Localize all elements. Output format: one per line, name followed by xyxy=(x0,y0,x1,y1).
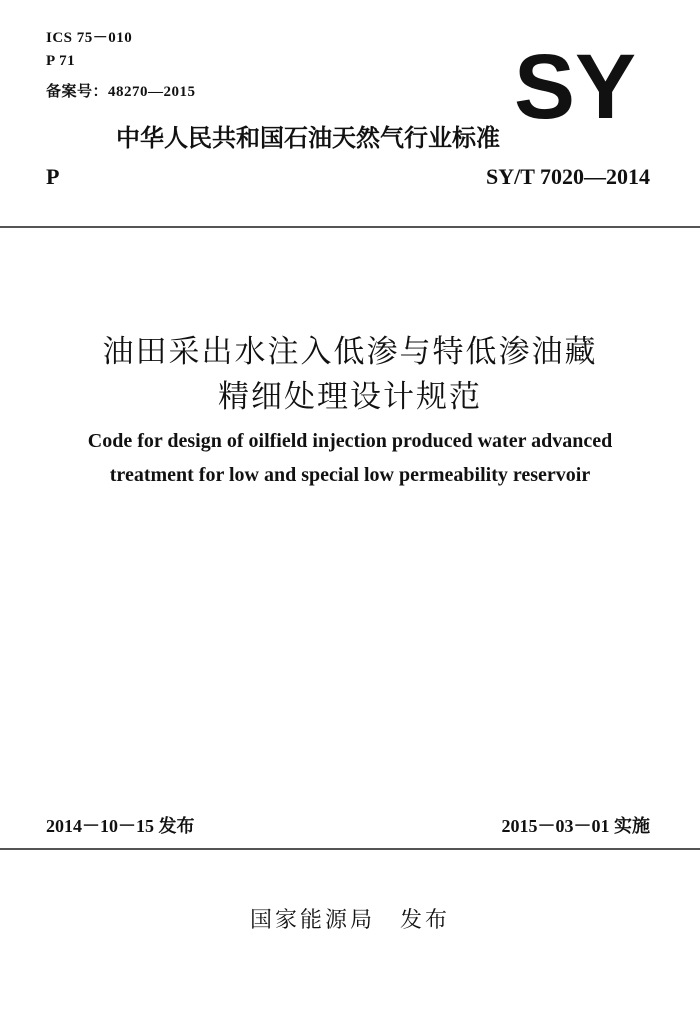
ccs-code: P 71 xyxy=(46,53,76,69)
publisher: 国家能源局 发布 xyxy=(249,908,450,933)
industry-standard-title: 中华人民共和国石油天然气行业标准 xyxy=(116,124,500,152)
footer-divider xyxy=(0,848,700,850)
sy-logo xyxy=(512,48,638,122)
title-en-line-1: Code for design of oilfield injection produced water advanced xyxy=(87,430,613,452)
header-divider xyxy=(0,226,700,228)
category-code: P xyxy=(46,164,60,189)
publish-date: 2014－10－15 发布 xyxy=(46,816,195,836)
title-en-line-2: treatment for low and special low permeability reservoir xyxy=(109,464,591,486)
standard-number: SY/T 7020—2014 xyxy=(485,164,650,189)
title-zh-line-1: 油田采出水注入低渗与特低渗油藏 xyxy=(102,334,598,370)
implementation-date: 2015－03－01 实施 xyxy=(501,816,650,836)
ics-code: ICS 75－010 xyxy=(46,30,133,46)
title-zh-line-2: 精细处理设计规范 xyxy=(218,379,482,415)
filing-number: 备案号：48270—2015 xyxy=(46,84,196,100)
svg-text:SY: SY xyxy=(514,48,636,122)
